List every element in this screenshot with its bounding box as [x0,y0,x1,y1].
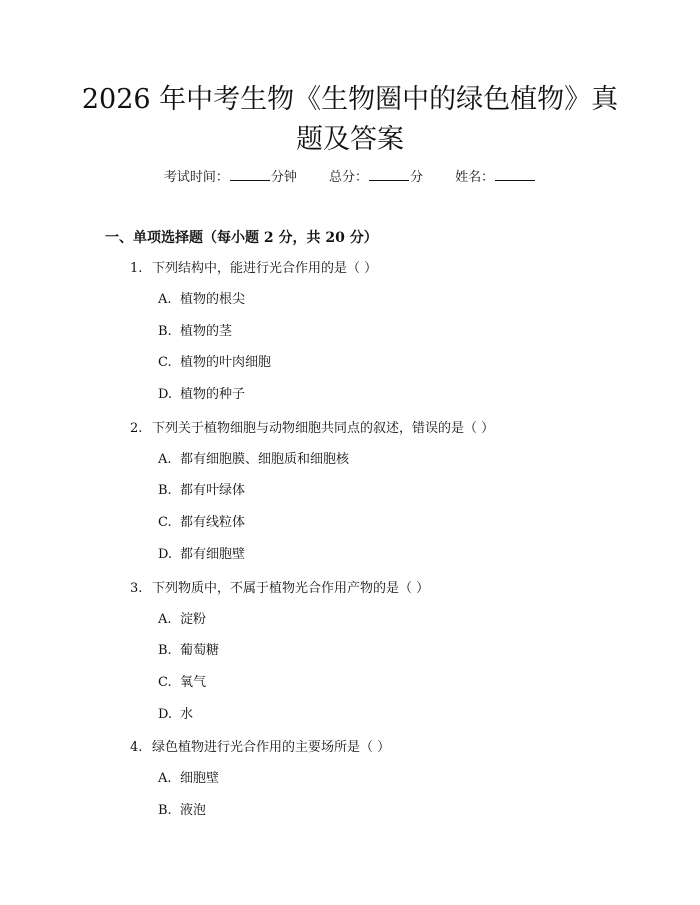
score-label: 总分： [328,170,368,185]
option-text: 氧气 [180,674,207,690]
option-text: 植物的茎 [180,323,233,339]
option-content [158,352,271,374]
question-stem [130,258,377,280]
option-letter: D. [158,546,173,562]
option-content [158,449,349,471]
option-d [0,704,700,736]
option-content [158,512,245,534]
option-letter: B. [158,323,172,339]
question-1 [0,258,700,416]
question-2 [0,418,700,576]
exam-time-field [164,168,297,188]
option-text: 都有细胞膜、细胞质和细胞核 [180,451,350,467]
option-letter: A. [158,292,172,307]
question-text: 绿色植物进行光合作用的主要场所是（ ） [152,740,391,756]
option-content [158,384,245,406]
question-3 [0,578,700,736]
question-stem-row [0,258,700,289]
option-letter: C. [158,355,172,371]
option-b [0,640,700,672]
question-stem-row [0,578,700,609]
time-label: 考试时间： [163,170,229,185]
name-blank [495,168,535,181]
option-letter: B. [158,802,172,818]
option-c [0,512,700,544]
question-number: 3. [130,580,143,596]
option-text: 植物的根尖 [180,292,246,307]
option-text: 都有线粒体 [180,515,246,531]
option-letter: A. [158,771,172,787]
question-text: 下列结构中，能进行光合作用的是（ ） [152,261,378,276]
option-content [158,544,245,566]
option-letter: C. [158,674,172,690]
question-stem [130,418,494,440]
total-score-field [329,168,423,188]
time-blank [230,168,270,181]
name-label: 姓名： [455,170,495,185]
question-number: 2. [130,420,143,436]
option-content [158,609,206,631]
option-content [158,289,245,311]
option-c [0,352,700,384]
option-a [0,449,700,481]
option-a [0,289,700,321]
question-4 [0,737,700,831]
option-content [158,321,232,343]
option-text: 淀粉 [180,611,207,627]
exam-meta [0,168,700,188]
option-text: 液泡 [180,802,207,818]
option-content [158,768,219,790]
option-d [0,544,700,576]
option-a [0,768,700,800]
question-stem-row [0,418,700,449]
option-content [158,800,206,822]
question-text: 下列关于植物细胞与动物细胞共同点的叙述，错误的是（ ） [152,420,495,436]
option-text: 植物的种子 [180,387,246,403]
option-letter: D. [158,706,173,722]
section-title: 一、单项选择题（每小题 2 分，共 20 分） [105,230,378,246]
question-number: 4. [130,740,143,756]
option-letter: A. [158,611,172,627]
option-letter: B. [158,483,172,499]
name-field [455,168,536,188]
option-text: 葡萄糖 [180,643,220,659]
option-a [0,609,700,641]
option-b [0,480,700,512]
question-list [0,258,700,834]
question-stem-row [0,737,700,768]
option-b [0,800,700,832]
time-unit: 分钟 [270,170,297,185]
option-letter: B. [158,643,172,659]
option-letter: C. [158,515,172,531]
option-letter: D. [158,387,173,403]
option-content [158,704,193,726]
option-content [158,640,219,662]
option-text: 都有细胞壁 [180,546,246,562]
question-number: 1. [130,261,143,276]
question-stem [130,578,429,600]
page-title: 2026 年中考生物《生物圈中的绿色植物》真题及答案 [81,84,619,155]
option-d [0,384,700,416]
score-blank [369,168,409,181]
score-unit: 分 [410,170,424,185]
option-c [0,672,700,704]
option-b [0,321,700,353]
option-text: 水 [180,706,194,722]
option-content [158,480,245,502]
option-content [158,672,206,694]
question-text: 下列物质中，不属于植物光合作用产物的是（ ） [152,580,430,596]
question-stem [130,737,390,759]
option-text: 植物的叶肉细胞 [180,355,272,371]
option-text: 都有叶绿体 [180,483,246,499]
option-letter: A. [158,451,172,467]
option-text: 细胞壁 [180,771,220,787]
